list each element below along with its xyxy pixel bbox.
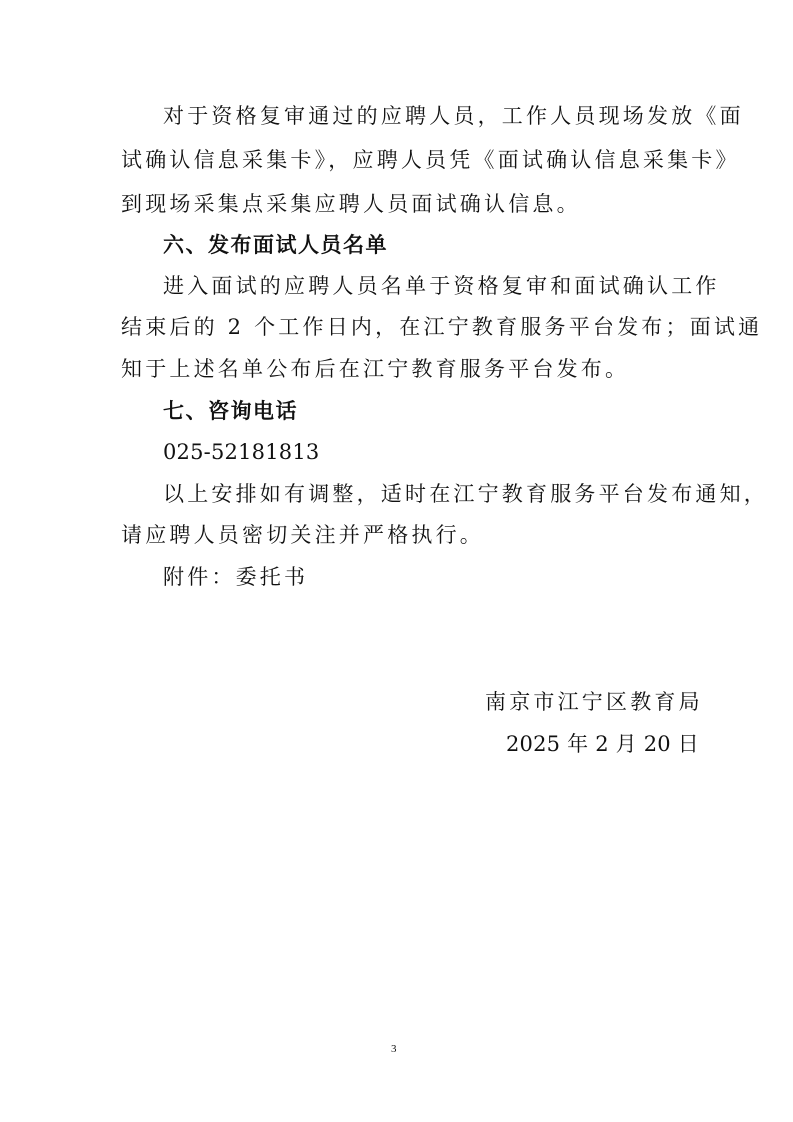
- paragraph-2-line-1: 进入面试的应聘人员名单于资格复审和面试确认工作: [163, 274, 720, 298]
- page-number: 3: [391, 1043, 397, 1055]
- section-heading-7: 七、咨询电话: [163, 399, 298, 423]
- issue-date: 2025 年 2 月 20 日: [506, 732, 699, 756]
- paragraph-2-line-2: 结束后的 2 个工作日内，在江宁教育服务平台发布；面试通: [121, 315, 763, 339]
- paragraph-3-line-1: 以上安排如有调整，适时在江宁教育服务平台发布通知，: [163, 482, 768, 506]
- section-heading-6: 六、发布面试人员名单: [163, 233, 388, 257]
- paragraph-2-line-3: 知于上述名单公布后在江宁教育服务平台发布。: [121, 357, 630, 381]
- phone-number: 025-52181813: [163, 440, 320, 464]
- paragraph-1-line-1: 对于资格复审通过的应聘人员，工作人员现场发放《面: [163, 104, 744, 128]
- paragraph-1-line-3: 到现场采集点采集应聘人员面试确认信息。: [121, 192, 581, 216]
- attachment-note: 附件：委托书: [163, 565, 309, 589]
- paragraph-3-line-2: 请应聘人员密切关注并严格执行。: [121, 523, 484, 547]
- paragraph-1-line-2: 试确认信息采集卡》，应聘人员凭《面试确认信息采集卡》: [121, 148, 740, 172]
- issuing-organization: 南京市江宁区教育局: [485, 690, 703, 714]
